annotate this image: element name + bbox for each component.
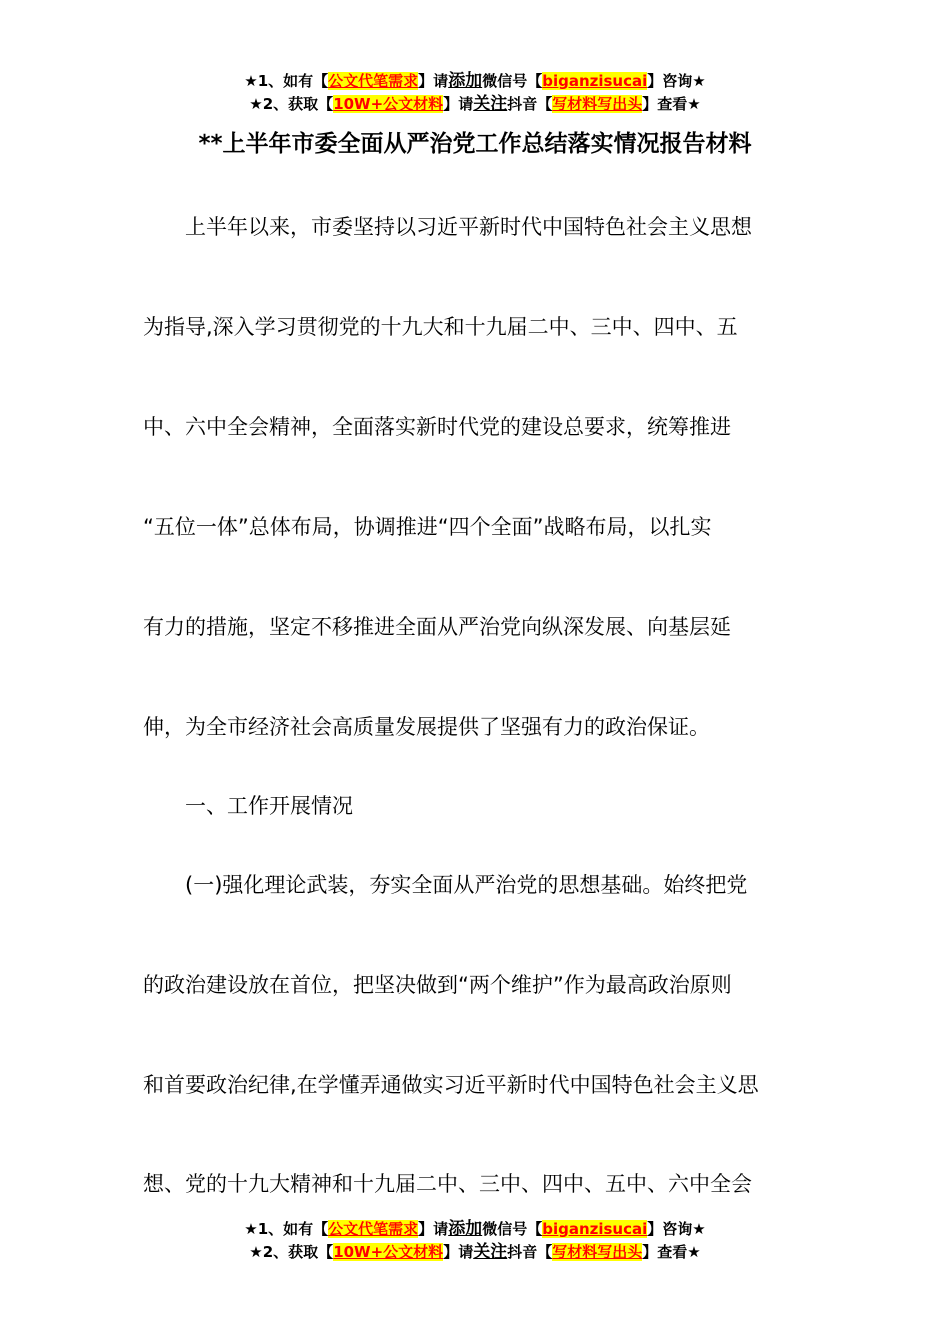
banner-text: ★1、如有【: [244, 1220, 329, 1238]
body-line: 为指导,深入学习贯彻党的十九大和十九届二中、三中、四中、五: [143, 315, 738, 339]
banner-highlight-service: 公文代笔需求: [328, 72, 419, 90]
banner-highlight-wechat: biganzisucai: [542, 72, 648, 90]
banner-emphasis: 关注: [473, 94, 508, 114]
banner-line-1: [0, 1218, 950, 1241]
body-line: (一)强化理论武装，夯实全面从严治党的思想基础。始终把党: [143, 873, 748, 897]
footer-banner: [0, 1218, 950, 1264]
banner-highlight-materials: 10W+公文材料: [333, 95, 444, 113]
banner-text: 微信号【: [482, 72, 543, 90]
header-banner: [0, 70, 950, 116]
body-line: 和首要政治纪律,在学懂弄通做实习近平新时代中国特色社会主义思: [143, 1073, 759, 1097]
banner-line-2: [0, 1241, 950, 1264]
banner-text: ★2、获取【: [249, 1243, 334, 1261]
section-heading: 一、工作开展情况: [143, 794, 353, 818]
body-line: 的政治建设放在首位，把坚决做到“两个维护”作为最高政治原则: [143, 973, 732, 997]
body-line: 上半年以来，市委坚持以习近平新时代中国特色社会主义思想: [143, 215, 752, 239]
banner-highlight-materials: 10W+公文材料: [333, 1243, 444, 1261]
banner-highlight-service: 公文代笔需求: [328, 1220, 419, 1238]
banner-text: 微信号【: [482, 1220, 543, 1238]
banner-text: 】请: [443, 95, 474, 113]
banner-text: 】查看★: [642, 1243, 701, 1261]
banner-emphasis: 添加: [448, 1219, 483, 1239]
banner-text: 抖音【: [507, 1243, 553, 1261]
banner-highlight-douyin: 写材料写出头: [552, 1243, 643, 1261]
banner-highlight-douyin: 写材料写出头: [552, 95, 643, 113]
banner-line-1: [0, 70, 950, 93]
banner-line-2: [0, 93, 950, 116]
banner-emphasis: 添加: [448, 71, 483, 91]
banner-text: ★1、如有【: [244, 72, 329, 90]
body-line: 中、六中全会精神，全面落实新时代党的建设总要求，统筹推进: [143, 415, 731, 439]
banner-text: 】咨询★: [647, 72, 706, 90]
body-line: 有力的措施，坚定不移推进全面从严治党向纵深发展、向基层延: [143, 615, 731, 639]
banner-text: 】查看★: [642, 95, 701, 113]
banner-emphasis: 关注: [473, 1242, 508, 1262]
document-title: **上半年市委全面从严治党工作总结落实情况报告材料: [198, 131, 752, 157]
banner-text: 】请: [443, 1243, 474, 1261]
banner-text: ★2、获取【: [249, 95, 334, 113]
banner-text: 抖音【: [507, 95, 553, 113]
body-line: 想、党的十九大精神和十九届二中、三中、四中、五中、六中全会: [143, 1172, 752, 1196]
body-line: “五位一体”总体布局，协调推进“四个全面”战略布局，以扎实: [143, 515, 712, 539]
banner-highlight-wechat: biganzisucai: [542, 1220, 648, 1238]
banner-text: 】请: [418, 72, 449, 90]
banner-text: 】咨询★: [647, 1220, 706, 1238]
banner-text: 】请: [418, 1220, 449, 1238]
body-line: 伸，为全市经济社会高质量发展提供了坚强有力的政治保证。: [143, 715, 710, 739]
